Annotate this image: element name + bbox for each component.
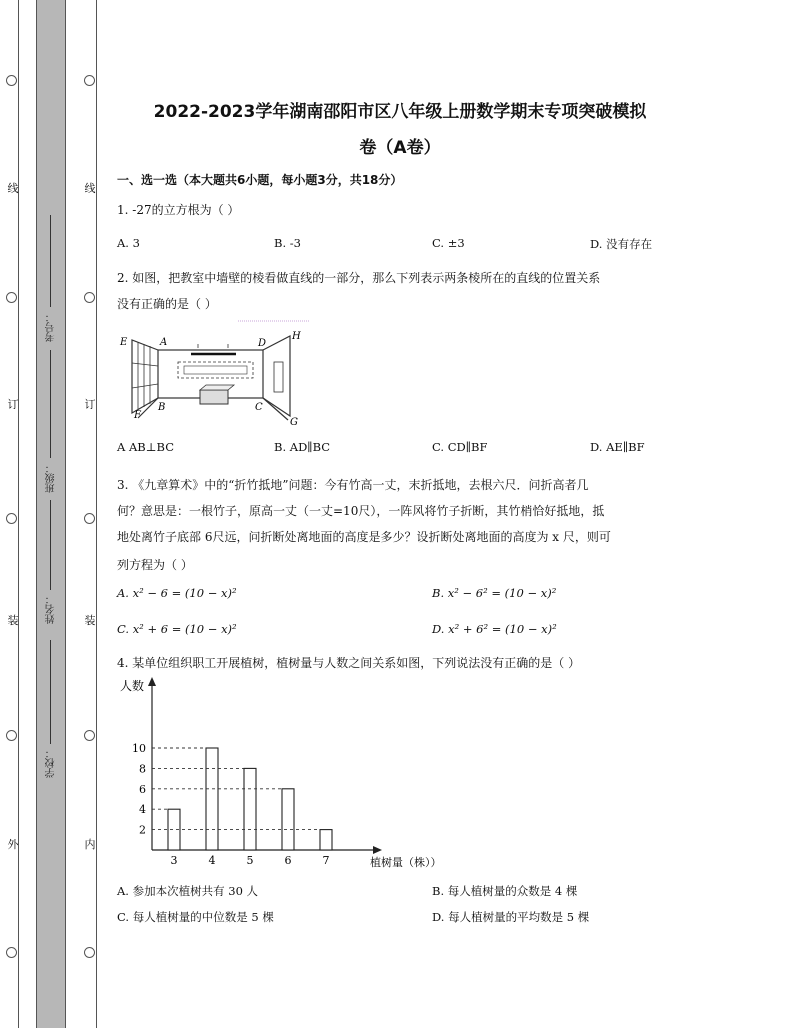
field-label-school: 学校： xyxy=(46,748,57,778)
y-tick-label: 2 xyxy=(139,823,146,837)
q1-option-a[interactable]: A. 3 xyxy=(117,236,140,250)
q3-option-b[interactable]: B. x² − 6² = (10 − x)² xyxy=(432,586,557,600)
window-line xyxy=(132,363,158,366)
margin-char-inner: 装 xyxy=(84,614,96,627)
x-tick-label: 6 xyxy=(284,854,292,867)
point-label-A: A xyxy=(160,337,168,348)
x-tick-label: 5 xyxy=(246,854,254,867)
q3-option-a[interactable]: A. x² − 6 = (10 − x)² xyxy=(117,586,237,600)
q2-option-d[interactable]: D. AE∥BF xyxy=(590,440,645,454)
section-heading: 一、选一选（本大题共6小题，每小题3分，共18分） xyxy=(117,173,403,187)
field-line-exam-number[interactable] xyxy=(50,215,52,307)
right-wall xyxy=(263,336,290,416)
question-3-line2: 何？意思是：一根竹子，原高一丈（一丈=10尺），一阵风将竹子折断，其竹梢恰好抵地，抵 xyxy=(117,504,605,518)
q4-option-b[interactable]: B. 每人植树量的众数是 4 棵 xyxy=(432,884,578,898)
q2-option-a[interactable]: A AB⊥BC xyxy=(117,440,174,454)
tree-planting-bar-chart xyxy=(112,674,482,874)
q1-option-d[interactable]: D. 没有存在 xyxy=(590,237,653,251)
desk xyxy=(200,390,228,404)
field-line-school[interactable] xyxy=(50,640,52,744)
gutter-right-edge xyxy=(65,0,66,1028)
point-label-C: C xyxy=(255,402,263,413)
y-tick-label: 10 xyxy=(132,742,146,755)
margin-char-inner: 线 xyxy=(84,182,96,195)
punch-hole xyxy=(84,75,95,86)
field-label-name: 姓名： xyxy=(46,594,57,624)
margin-outer-line xyxy=(18,0,19,1028)
bar-7 xyxy=(320,830,332,850)
desk-top xyxy=(200,385,234,390)
point-label-B: B xyxy=(158,402,166,413)
x-tick-label: 3 xyxy=(170,854,178,867)
point-label-G: G xyxy=(290,417,298,428)
point-label-E: E xyxy=(120,337,128,348)
question-2-stem: 2. 如图，把教室中墙壁的棱看做直线的一部分，那么下列表示两条棱所在的直线的位置关系 xyxy=(117,271,601,285)
classroom-figure xyxy=(118,318,318,428)
question-2-stem-cont: 没有正确的是（ ） xyxy=(117,297,217,311)
punch-hole xyxy=(6,513,17,524)
field-label-exam-number: 考号： xyxy=(46,312,57,342)
bar-5 xyxy=(244,768,256,850)
bar-6 xyxy=(282,789,294,850)
margin-inner-line xyxy=(96,0,97,1028)
q4-option-d[interactable]: D. 每人植树量的平均数是 5 棵 xyxy=(432,910,590,924)
q3-option-d[interactable]: D. x² + 6² = (10 − x)² xyxy=(432,622,557,636)
punch-hole xyxy=(84,730,95,741)
punch-hole xyxy=(6,292,17,303)
window-line xyxy=(132,384,158,388)
question-3-line3: 地处离竹子底部 6尺远，问折断处离地面的高度是多少？设折断处离地面的高度为 x 尺，则可 xyxy=(117,530,611,544)
q4-option-c[interactable]: C. 每人植树量的中位数是 5 棵 xyxy=(117,910,274,924)
margin-char-outer: 外 xyxy=(7,838,19,851)
y-axis-arrow xyxy=(148,677,156,686)
door xyxy=(274,362,283,392)
margin-char-outer: 线 xyxy=(7,182,19,195)
x-axis-label: 植树量（株）） xyxy=(370,856,442,869)
x-axis-arrow xyxy=(373,846,382,854)
punch-hole xyxy=(6,947,17,958)
y-tick-label: 4 xyxy=(139,803,146,817)
question-1-stem: 1. -27的立方根为（ ） xyxy=(117,203,240,217)
screen xyxy=(178,362,253,378)
punch-hole xyxy=(6,730,17,741)
y-tick-label: 8 xyxy=(139,762,146,776)
margin-char-outer: 订 xyxy=(7,398,19,411)
punch-hole xyxy=(84,292,95,303)
screen-inner xyxy=(184,366,247,374)
margin-char-inner: 订 xyxy=(84,398,96,411)
q1-option-b[interactable]: B. -3 xyxy=(274,236,301,250)
bar-4 xyxy=(206,748,218,850)
q2-option-c[interactable]: C. CD∥BF xyxy=(432,440,488,454)
edge-CG xyxy=(263,398,288,420)
q1-option-c[interactable]: C. ±3 xyxy=(432,236,465,250)
point-label-H: H xyxy=(292,331,301,342)
margin-char-inner: 内 xyxy=(84,838,96,851)
y-axis-label: 人数 xyxy=(120,679,145,693)
q2-option-b[interactable]: B. AD∥BC xyxy=(274,440,331,454)
punch-hole xyxy=(84,947,95,958)
q4-option-a[interactable]: A. 参加本次植树共有 30 人 xyxy=(117,884,259,898)
question-3-line4: 列方程为（ ） xyxy=(117,558,193,572)
x-tick-label: 7 xyxy=(322,854,330,867)
y-tick-label: 6 xyxy=(139,782,146,796)
q3-option-c[interactable]: C. x² + 6 = (10 − x)² xyxy=(117,622,237,636)
field-line-name[interactable] xyxy=(50,500,52,590)
x-tick-label: 4 xyxy=(208,854,216,867)
point-label-D: D xyxy=(258,338,267,349)
margin-char-outer: 装 xyxy=(7,614,19,627)
page-title: 2022-2023学年湖南邵阳市区八年级上册数学期末专项突破模拟 xyxy=(153,102,647,122)
punch-hole xyxy=(84,513,95,524)
punch-hole xyxy=(6,75,17,86)
point-label-F: F xyxy=(134,410,141,421)
page-title-line2: 卷（A卷） xyxy=(359,138,441,158)
question-4-stem: 4. 某单位组织职工开展植树，植树量与人数之间关系如图，下列说法没有正确的是（ ） xyxy=(117,656,581,670)
field-line-class[interactable] xyxy=(50,350,52,458)
gutter-left-edge xyxy=(36,0,37,1028)
field-label-class: 班级： xyxy=(46,463,57,493)
question-3-line1: 3. 《九章算术》中的“折竹抵地”问题：今有竹高一丈，末折抵地，去根六尺．问折高者几 xyxy=(117,478,589,492)
